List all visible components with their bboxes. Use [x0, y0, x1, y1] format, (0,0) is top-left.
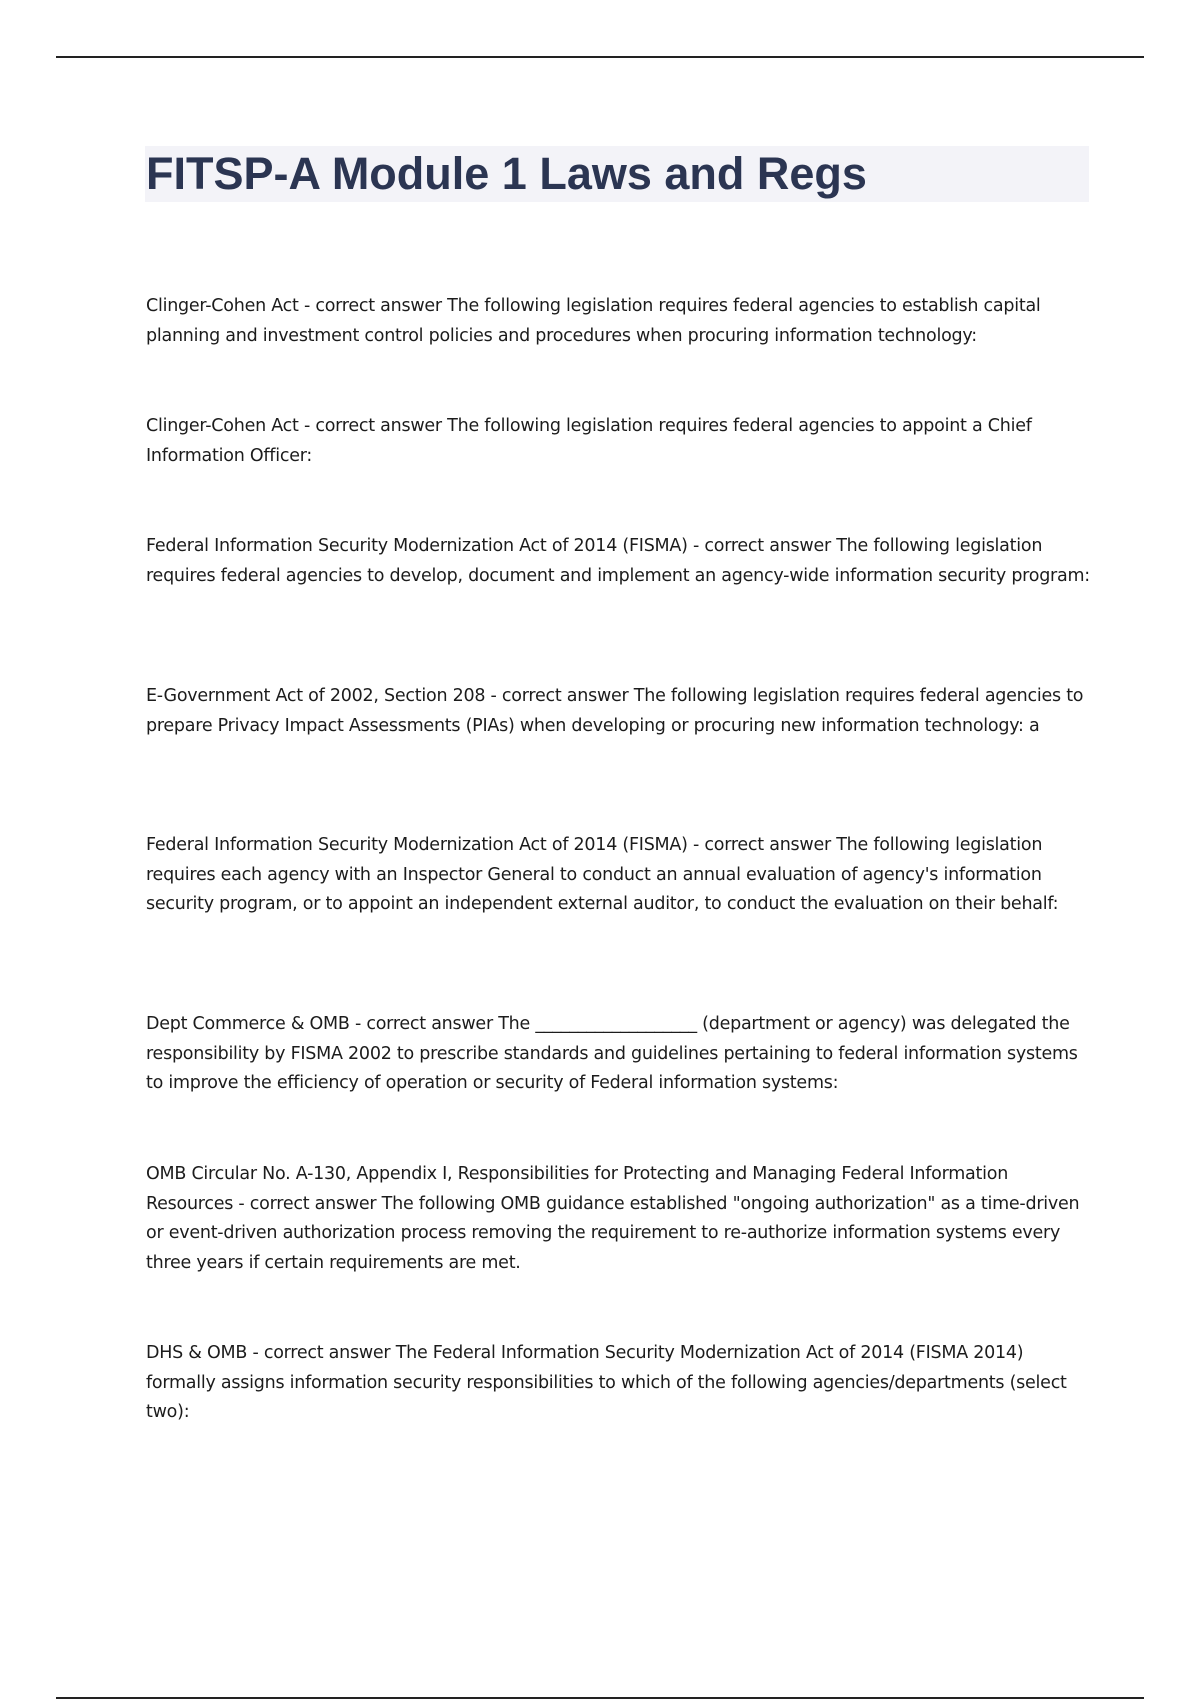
- flashcard-list: [146, 292, 1096, 1459]
- flashcard-entry: Federal Information Security Modernization Act of 2014 (FISMA) - correct answer The following legislation requires federal agencies to develop, document and implement an agency-wide information security program:: [146, 536, 1090, 586]
- flashcard-entry: OMB Circular No. A-130, Appendix I, Responsibilities for Protecting and Managing Federal Information Resources - correct answer The following OMB guidance established "ongoing authorization" as a time-driven or event-driven authorization process removing the requirement to re-authorize information systems every three years if certain requirements are met.: [146, 1164, 1080, 1273]
- flashcard-entry: Dept Commerce & OMB - correct answer The ___________________ (department or agency) was delegated the responsibility by FISMA 2002 to prescribe standards and guidelines pertaining to federal information systems to improve the efficiency of operation or security of Federal information systems:: [146, 1014, 1078, 1093]
- flashcard-entry: DHS & OMB - correct answer The Federal Information Security Modernization Act of 2014 (FISMA 2014) formally assigns information security responsibilities to which of the following agencies/departments (select two):: [146, 1343, 1067, 1422]
- flashcard-entry: Federal Information Security Modernization Act of 2014 (FISMA) - correct answer The following legislation requires each agency with an Inspector General to conduct an annual evaluation of agency's information security program, or to appoint an independent external auditor, to conduct the evaluation on their behalf:: [146, 835, 1059, 914]
- header-rule: [56, 56, 1144, 58]
- flashcard-entry: E-Government Act of 2002, Section 208 - correct answer The following legislation requires federal agencies to prepare Privacy Impact Assessments (PIAs) when developing or procuring new information technology: a: [146, 686, 1084, 736]
- footer-rule: [56, 1697, 1144, 1699]
- flashcard-entry: Clinger-Cohen Act - correct answer The following legislation requires federal agencies to appoint a Chief Information Officer:: [146, 416, 1032, 466]
- page-title: FITSP-A Module 1 Laws and Regs: [146, 148, 867, 199]
- flashcard-entry: Clinger-Cohen Act - correct answer The following legislation requires federal agencies to establish capital planning and investment control policies and procedures when procuring information technology:: [146, 296, 1041, 346]
